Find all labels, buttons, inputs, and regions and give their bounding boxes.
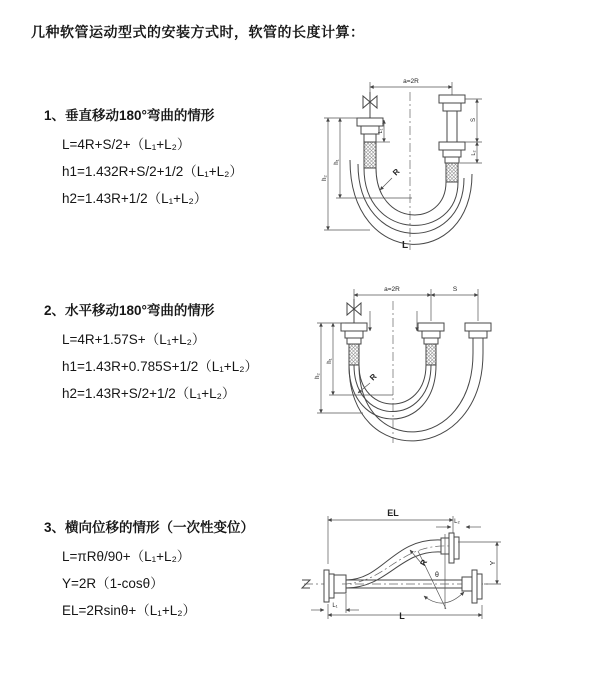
dim-label-h1: h₁ bbox=[327, 358, 333, 364]
section-3-heading: 3、横向位移的情形（一次性变位） bbox=[44, 520, 255, 535]
dim-label-r: R bbox=[391, 167, 402, 178]
dim-label-h1: h₁ bbox=[334, 159, 340, 165]
dim-label-l1: L₁ bbox=[332, 603, 338, 609]
section-horizontal-movement bbox=[44, 299, 258, 407]
formula-line: EL=2Rsinθ+（L₁+L₂） bbox=[62, 603, 196, 618]
dimension-a2r bbox=[354, 286, 478, 321]
formula-line: h2=1.43R+1/2（L₁+L₂） bbox=[62, 191, 208, 206]
dim-label-h2: h₂ bbox=[322, 175, 328, 181]
section-vertical-movement bbox=[44, 104, 243, 212]
section-1-heading: 1、垂直移动180°弯曲的情形 bbox=[44, 108, 215, 123]
section-2-heading: 2、水平移动180°弯曲的情形 bbox=[44, 303, 215, 318]
page-title: 几种软管运动型式的安装方式时，软管的长度计算： bbox=[31, 24, 365, 40]
formula-line: h1=1.43R+0.785S+1/2（L₁+L₂） bbox=[62, 359, 258, 374]
radius-callout bbox=[358, 372, 379, 393]
dim-label-y: Y bbox=[490, 560, 497, 566]
upper-right-flange bbox=[441, 533, 459, 563]
diagram-vertical-180-bend bbox=[312, 70, 592, 258]
diagram-horizontal-180-bend bbox=[308, 281, 590, 463]
left-pipe bbox=[357, 118, 383, 168]
dim-label-s: S bbox=[471, 117, 477, 123]
formula-line: h1=1.432R+S/2+1/2（L₁+L₂） bbox=[62, 164, 243, 179]
diagram-lateral-displacement bbox=[298, 506, 590, 654]
formula-line: L=4R+1.57S+（L₁+L₂） bbox=[62, 332, 206, 347]
u-bend-position-2 bbox=[349, 353, 483, 441]
middle-pipe bbox=[418, 323, 444, 365]
dim-label-r: R bbox=[368, 372, 379, 383]
dim-label-l: L bbox=[401, 240, 409, 251]
dim-label-el: EL bbox=[387, 508, 399, 518]
dim-label-s: S bbox=[452, 286, 458, 293]
dimension-a2r bbox=[370, 78, 452, 97]
dimension-s bbox=[465, 99, 482, 142]
dim-label-r: R bbox=[418, 557, 430, 568]
section-lateral-displacement bbox=[44, 516, 254, 624]
right-pipe-displaced bbox=[465, 323, 491, 353]
braided-hose-section bbox=[426, 344, 436, 365]
dim-label-h2: h₂ bbox=[315, 373, 321, 379]
dim-label-theta: θ bbox=[435, 572, 439, 579]
radius-callout bbox=[380, 167, 402, 190]
dimension-s bbox=[431, 286, 478, 295]
formula-line: Y=2R（1-cosθ） bbox=[62, 576, 164, 591]
left-pipe bbox=[341, 323, 367, 365]
dim-label-l: L bbox=[399, 611, 405, 621]
right-pipe bbox=[439, 95, 465, 182]
dim-label-l2: L₂ bbox=[454, 519, 460, 525]
dim-label-a2r: a=2R bbox=[403, 78, 419, 85]
braided-hose-section bbox=[446, 163, 458, 182]
dimension-el bbox=[328, 508, 453, 564]
left-flange bbox=[324, 570, 346, 602]
dim-label-l1: L₁ bbox=[378, 128, 384, 134]
valve-icon bbox=[347, 299, 361, 323]
braided-hose-section bbox=[364, 142, 376, 168]
valve-icon bbox=[363, 92, 377, 118]
formula-line: h2=1.43R+S/2+1/2（L₁+L₂） bbox=[62, 386, 236, 401]
u-bend-position-1 bbox=[349, 365, 436, 419]
dimension-l bbox=[328, 604, 482, 621]
right-flange-original bbox=[462, 570, 482, 603]
dim-label-a2r: a=2R bbox=[384, 286, 400, 293]
formula-line: L=πRθ/90+（L₁+L₂） bbox=[62, 549, 191, 564]
s-curve-hose bbox=[342, 540, 449, 588]
formula-line: L=4R+S/2+（L₁+L₂） bbox=[62, 137, 191, 152]
braided-hose-section bbox=[349, 344, 359, 365]
dim-label-l2: L₂ bbox=[471, 150, 477, 156]
dimension-l1 bbox=[311, 594, 359, 613]
